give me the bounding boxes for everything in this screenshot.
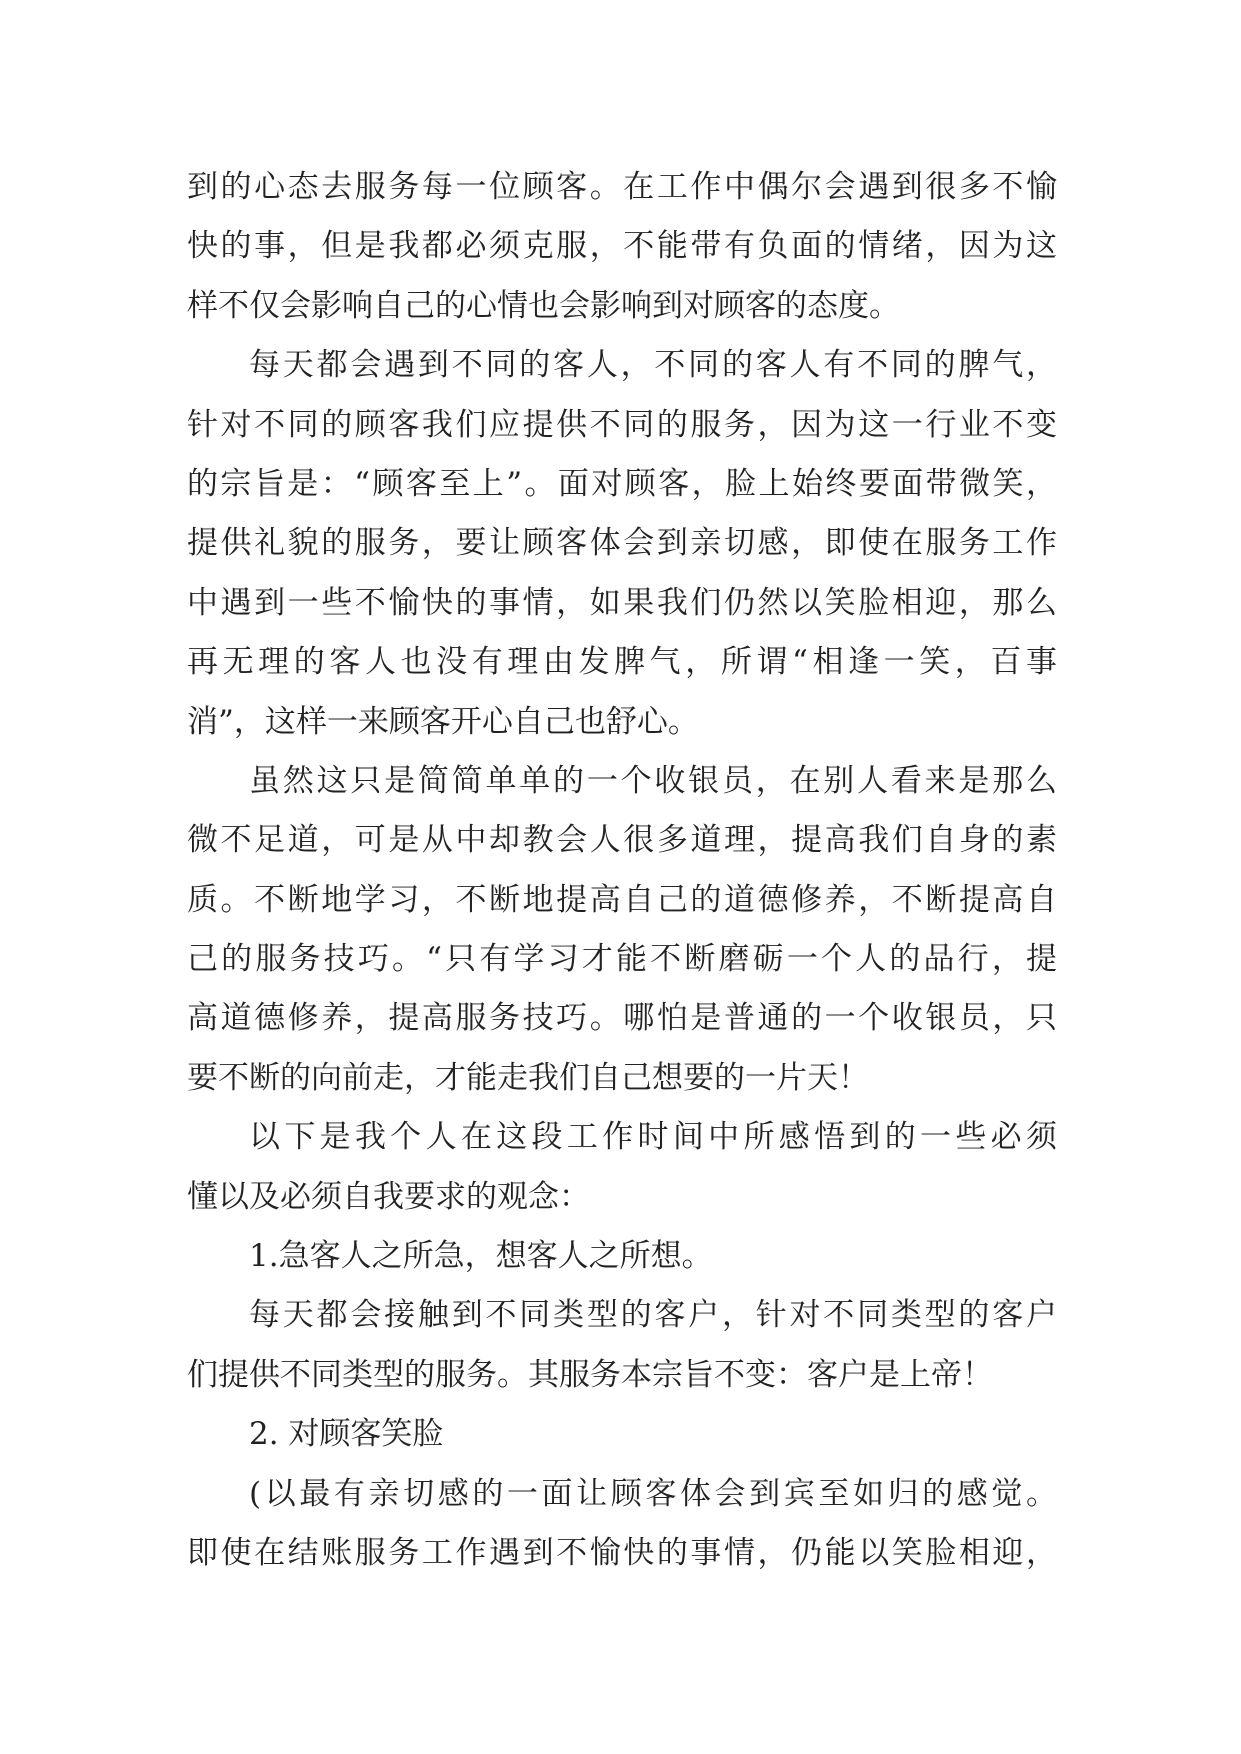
text-line: 针对不同的顾客我们应提供不同的服务，因为这一行业不变 (187, 406, 1057, 443)
text-line: 质。不断地学习，不断地提高自己的道德修养，不断提高自 (187, 881, 1057, 918)
text-line: 每天都会遇到不同的客人，不同的客人有不同的脾气， (249, 347, 1057, 384)
text-line: 己的服务技巧。“只有学习才能不断磨砺一个人的品行，提 (187, 941, 1057, 978)
text-line: 们提供不同类型的服务。其服务本宗旨不变：客户是上帝！ (187, 1356, 993, 1393)
text-line: 高道德修养，提高服务技巧。哪怕是普通的一个收银员，只 (187, 1000, 1057, 1037)
text-line: 每天都会接触到不同类型的客户，针对不同类型的客户 (249, 1297, 1057, 1334)
text-line: 即使在结账服务工作遇到不愉快的事情，仍能以笑脸相迎， (187, 1534, 1057, 1571)
text-line: 以下是我个人在这段工作时间中所感悟到的一些必须 (249, 1119, 1057, 1156)
text-line: 虽然这只是简简单单的一个收银员，在别人看来是那么 (249, 762, 1057, 799)
text-line: 消”，这样一来顾客开心自己也舒心。 (187, 703, 699, 740)
list-item-heading: 2. 对顾客笑脸 (249, 1416, 444, 1453)
text-line: 再无理的客人也没有理由发脾气，所谓“相逢一笑，百事 (187, 644, 1057, 681)
text-line: 中遇到一些不愉快的事情，如果我们仍然以笑脸相迎，那么 (187, 584, 1057, 621)
list-item-heading: 1.急客人之所急，想客人之所想。 (249, 1238, 713, 1275)
document-body (187, 158, 1057, 1583)
text-line: 到的心态去服务每一位顾客。在工作中偶尔会遇到很多不愉 (187, 169, 1057, 205)
text-line: 样不仅会影响自己的心情也会影响到对顾客的态度。 (187, 287, 900, 324)
text-line: 的宗旨是：“顾客至上”。面对顾客，脸上始终要面带微笑， (187, 465, 1057, 502)
text-line: 提供礼貌的服务，要让顾客体会到亲切感，即使在服务工作 (187, 525, 1057, 562)
text-line: 要不断的向前走，才能走我们自己想要的一片天！ (187, 1059, 869, 1096)
text-line: 微不足道，可是从中却教会人很多道理，提高我们自身的素 (187, 822, 1057, 859)
text-line: 懂以及必须自我要求的观念： (187, 1178, 590, 1215)
text-line: 快的事，但是我都必须克服，不能带有负面的情绪，因为这 (187, 228, 1057, 265)
text-line: (以最有亲切感的一面让顾客体会到宾至如归的感觉。 (249, 1475, 1057, 1512)
